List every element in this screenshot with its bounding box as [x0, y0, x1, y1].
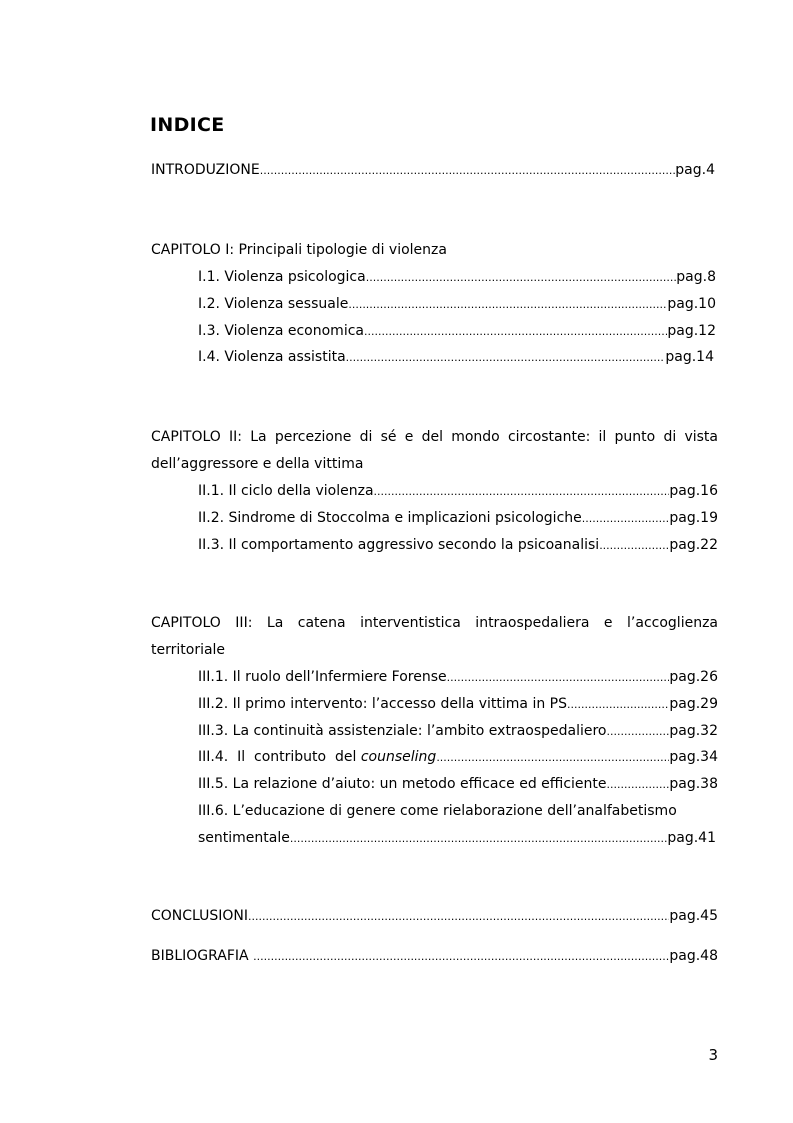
toc-entry-label: sentimentale — [198, 830, 290, 846]
toc-entry-page: pag.8 — [676, 269, 716, 285]
toc-entry-label: BIBLIOGRAFIA — [151, 948, 254, 964]
toc-entry-page: pag.16 — [669, 483, 718, 499]
toc-entry-label: INTRODUZIONE — [151, 162, 260, 178]
dot-leader — [447, 668, 670, 688]
toc-entry-label: III.5. La relazione d’aiuto: un metodo efficace ed efficiente — [198, 776, 607, 792]
toc-entry-page: pag.32 — [669, 723, 718, 739]
dot-leader — [599, 536, 669, 556]
toc-entry-1-3 — [198, 321, 716, 342]
toc-entry-page: pag.10 — [667, 296, 716, 312]
dot-leader — [366, 268, 677, 288]
dot-leader — [253, 947, 669, 967]
dot-leader — [374, 482, 670, 502]
toc-entry-3-3 — [198, 721, 718, 742]
toc-entry-1-4 — [198, 347, 714, 368]
toc-entry-page: pag.14 — [665, 349, 714, 365]
dot-leader — [346, 348, 666, 368]
dot-leader — [248, 907, 669, 927]
toc-entry-label: I.1. Violenza psicologica — [198, 269, 366, 285]
toc-entry-label: CONCLUSIONI — [151, 908, 249, 924]
dot-leader — [348, 295, 667, 315]
toc-entry-label: III.3. La continuità assistenziale: l’ambito extraospedaliero — [198, 723, 607, 739]
dot-leader — [364, 322, 667, 342]
dot-leader — [290, 829, 668, 849]
dot-leader — [607, 722, 670, 742]
toc-entry-page: pag.22 — [669, 537, 718, 553]
toc-entry-3-6-line1 — [198, 801, 718, 821]
chapter-heading-2: CAPITOLO II: La percezione di sé e del mondo circostante: il punto di vista dell’aggressore e della vittima — [151, 429, 718, 472]
toc-entry-1-2 — [198, 294, 716, 315]
page-title: INDICE — [150, 114, 225, 136]
toc-entry-label: II.2. Sindrome di Stoccolma e implicazioni psicologiche — [198, 510, 582, 526]
toc-entry-label: III.6. L’educazione di genere come rielaborazione dell’analfabetismo — [198, 803, 677, 819]
toc-entry-label — [198, 747, 436, 767]
dot-leader — [582, 509, 670, 529]
toc-entry-introduzione — [151, 160, 715, 181]
dot-leader — [607, 775, 670, 795]
toc-entry-label: III.1. Il ruolo dell’Infermiere Forense — [198, 669, 447, 685]
page-number: 3 — [708, 1046, 718, 1064]
toc-entry-3-1 — [198, 667, 718, 688]
toc-entry-bibliografia — [151, 946, 718, 967]
toc-entry-label: III.2. Il primo intervento: l’accesso della vittima in PS — [198, 696, 568, 712]
toc-entry-label: II.3. Il comportamento aggressivo secondo la psicoanalisi — [198, 537, 600, 553]
toc-entry-page: pag.19 — [669, 510, 718, 526]
toc-entry-2-2 — [198, 508, 718, 529]
toc-entry-3-4 — [198, 747, 718, 768]
toc-entry-page: pag.48 — [669, 948, 718, 964]
toc-entry-3-6 — [198, 828, 716, 849]
toc-entry-2-1 — [198, 481, 718, 502]
chapter-heading-1: CAPITOLO I: Principali tipologie di violenza — [151, 242, 447, 258]
toc-entry-label: I.4. Violenza assistita — [198, 349, 346, 365]
toc-entry-3-2 — [198, 694, 718, 715]
toc-entry-page: pag.34 — [669, 749, 718, 765]
toc-entry-page: pag.12 — [667, 323, 716, 339]
toc-entry-label: II.1. Il ciclo della violenza — [198, 483, 374, 499]
toc-entry-conclusioni — [151, 906, 718, 927]
toc-entry-page: pag.45 — [669, 908, 718, 924]
toc-entry-page: pag.4 — [675, 162, 715, 178]
toc-entry-2-3 — [198, 535, 718, 556]
toc-entry-label-prefix: III.4. Il contributo del — [198, 749, 361, 765]
chapter-heading-3: CAPITOLO III: La catena interventistica intraospedaliera e l’accoglienza territoriale — [151, 615, 718, 658]
toc-entry-page: pag.29 — [669, 696, 718, 712]
toc-entry-page: pag.41 — [667, 830, 716, 846]
dot-leader — [260, 161, 676, 181]
toc-entry-page: pag.38 — [669, 776, 718, 792]
toc-entry-label: I.2. Violenza sessuale — [198, 296, 349, 312]
toc-entry-1-1 — [198, 267, 716, 288]
toc-entry-label-emphasis: counseling — [360, 749, 437, 765]
toc-entry-page: pag.26 — [669, 669, 718, 685]
toc-entry-3-5 — [198, 774, 718, 795]
dot-leader — [567, 695, 669, 715]
dot-leader — [436, 748, 669, 768]
toc-entry-label: I.3. Violenza economica — [198, 323, 364, 339]
